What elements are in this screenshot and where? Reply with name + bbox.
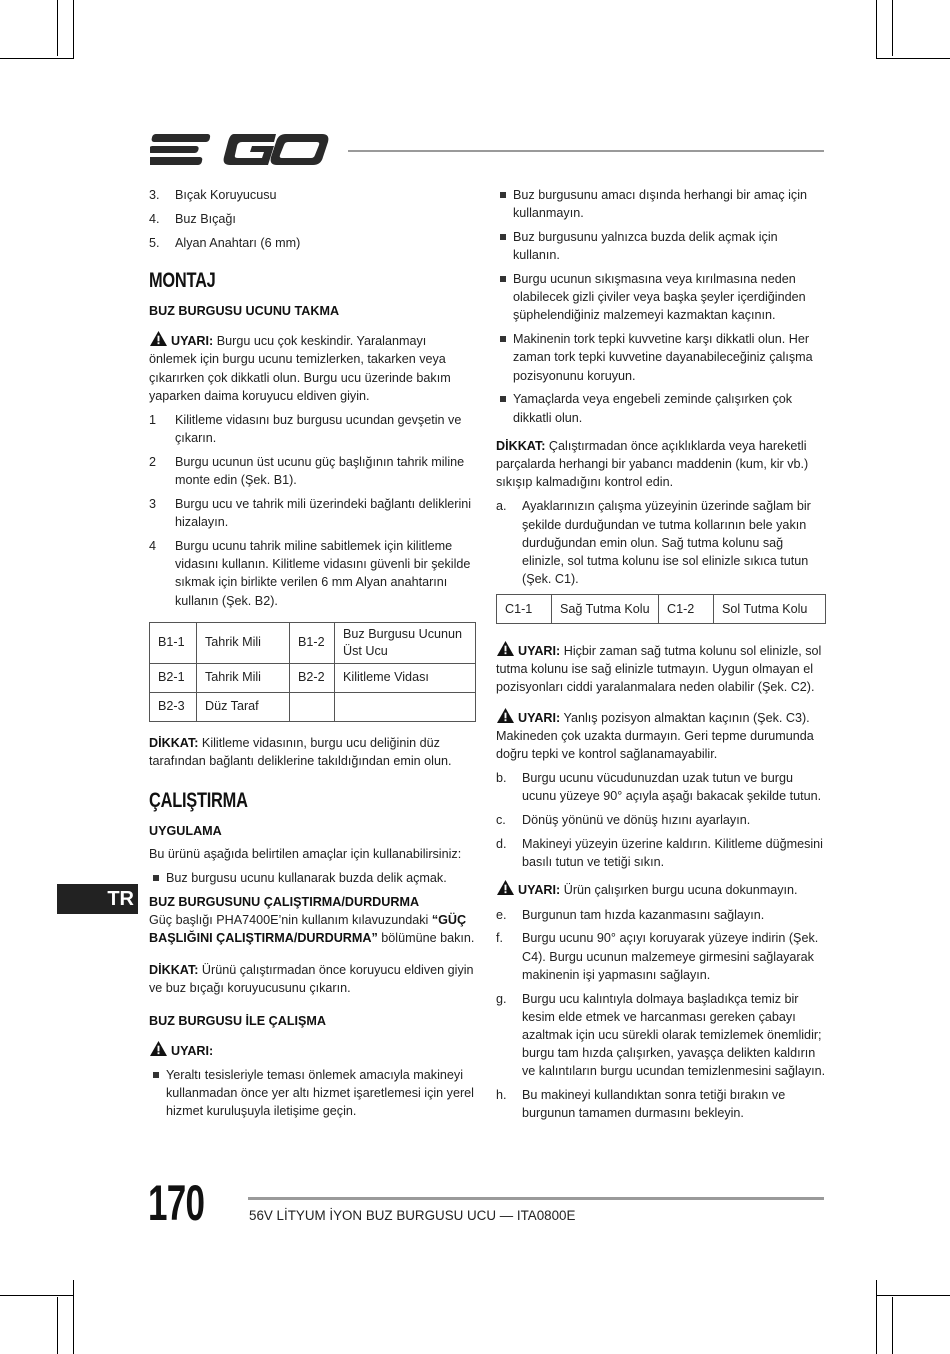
parts-table-b — [149, 622, 476, 722]
language-tab: TR — [57, 884, 138, 914]
bullet-icon — [496, 330, 513, 385]
table-row: B2-1 Tahrik Mili B2-2 Kilitleme Vidası — [150, 663, 476, 692]
list-item: c. Dönüş yönünü ve dönüş hızını ayarlayın. — [496, 813, 751, 828]
section-title-montaj: MONTAJ — [149, 268, 216, 292]
warning-icon — [149, 330, 168, 347]
warning-icon — [496, 707, 515, 724]
table-row: B1-1 Tahrik Mili B1-2 Buz Burgusu Ucunun Üst Ucu — [150, 622, 476, 663]
list-item: Yamaçlarda veya engebeli zeminde çalışırken çok dikkatli olun. — [496, 390, 826, 426]
bullet-icon — [496, 228, 513, 264]
bullet-list — [496, 186, 826, 427]
subheading-working: BUZ BURGUSU İLE ÇALIŞMA — [149, 1013, 327, 1028]
warning-paragraph: UYARI: Burgu ucu çok keskindir. Yaralanmayı önlemek için burgu ucunu temizlerken, takarken veya çıkarırken çok dikkatli olun. Burgu ucu üzerinde bakım yaparken daima koruyucu eldiven giyin. — [149, 330, 476, 405]
list-item: Buz burgusunu yalnızca buzda delik açmak için kullanın. — [496, 228, 826, 264]
startstop-text: Güç başlığı PHA7400E’nin kullanım kılavuzundaki “GÜÇ BAŞLIĞINI ÇALIŞTIRMA/DURDURMA” bölümüne bakın. — [149, 912, 475, 946]
parts-list — [149, 186, 476, 252]
list-item: f. Burgu ucunu 90° açıyı koruyarak yüzeye indirin (Şek. C4). Burgu ucunun malzemeye girmesini sağlayarak makinenin işi yapmasını sağlayın. — [496, 931, 819, 982]
right-column — [496, 186, 826, 1128]
list-item: h. Bu makineyi kullandıktan sonra tetiği bırakın ve burgunun tamamen durmasını bekleyin. — [496, 1088, 786, 1121]
warning-icon — [496, 640, 515, 657]
uygulama-text: Bu ürünü aşağıda belirtilen amaçlar için kullanabilirsiniz: — [149, 846, 462, 861]
list-item: b. Burgu ucunu vücudunuzdan uzak tutun ve burgu ucunu yüzeye 90° açıyla aşağı bakacak şekilde tutun. — [496, 771, 822, 804]
list-item: d. Makineyi yüzeyin üzerine kaldırın. Kilitleme düğmesini basılı tutun ve tetiği sıkın. — [496, 837, 823, 870]
section-title-calistirma: ÇALIŞTIRMA — [149, 789, 248, 813]
list-item: a. Ayaklarınızın çalışma yüzeyinin üzerinde sağlam bir şekilde durduğundan ve tutma kollarının bele yakın durduğundan emin olun. Sağ tutma kolunu sağ elinizle, sol tutma kolunu ise sol elinizle sıkıca tutun (Şek. C1). — [496, 499, 811, 587]
list-item: Buz burgusu ucunu kullanarak buzda delik açmak. — [149, 869, 476, 887]
list-item: Buz burgusunu amacı dışında herhangi bir amaç için kullanmayın. — [496, 186, 826, 222]
list-item: 4. Buz Bıçağı — [149, 211, 236, 226]
list-item: g. Burgu ucu kalıntıyla dolmaya başladıkça temiz bir kesim elde etmek ve harcanması gereken çabayı azaltmak için ucu sürekli olarak temizlemek önemlidir; burgu tam hızda çalışırken, yavaşça delikten kaldırın ve kalıntıların burgu ucundan temizlenmesini sağlayın. — [496, 991, 826, 1079]
list-item: 3. Bıçak Koruyucusu — [149, 188, 277, 202]
parts-table-c — [496, 594, 826, 624]
list-item: 2 Burgu ucunun üst ucunu güç başlığının tahrik miline monte edin (Şek. B1). — [149, 455, 465, 488]
steps-list — [149, 411, 476, 610]
table-row: B2-3 Düz Taraf — [150, 692, 476, 721]
footer-rule — [248, 1197, 824, 1200]
warning-paragraph: UYARI: Ürün çalışırken burgu ucuna dokunmayın. — [496, 879, 826, 899]
list-item: Burgu ucunun sıkışmasına veya kırılmasına neden olabilecek gizli çiviler veya başka şeyler içerdiğinden şüphelendiğiniz malzemeyi kazmaktan kaçının. — [496, 270, 826, 325]
warning-paragraph: UYARI: — [149, 1040, 476, 1060]
caution-paragraph: DİKKAT: Ürünü çalıştırmadan önce koruyucu eldiven giyin ve buz bıçağı koruyucusunu çıkarın. — [149, 963, 474, 996]
caution-paragraph: DİKKAT: Çalıştırmadan önce açıklıklarda veya hareketli parçalarda herhangi bir yabancı maddenin (kum, kir vb.) sıkışıp kalmadığını kontrol edin. — [496, 438, 809, 490]
list-item: 5. Alyan Anahtarı (6 mm) — [149, 235, 301, 250]
table-row: C1-1 Sağ Tutma Kolu C1-2 Sol Tutma Kolu — [497, 595, 826, 624]
bullet-icon — [149, 1066, 166, 1121]
list-item: 4 Burgu ucunu tahrik miline sabitlemek için kilitleme vidasını kullanın. Kilitleme vidasını güvenli bir şekilde sıkmak için birlikte verilen 6 mm Alyan anahtarını kullanın (Şek. B2). — [149, 539, 471, 608]
list-item: 3 Burgu ucu ve tahrik mili üzerindeki bağlantı deliklerini hizalayın. — [149, 497, 472, 530]
steps-list — [496, 906, 826, 1123]
page-number: 170 — [148, 1175, 205, 1231]
bullet-icon — [496, 390, 513, 426]
list-item: 1 Kilitleme vidasını buz burgusu ucundan gevşetin ve çıkarın. — [149, 413, 462, 446]
steps-list — [496, 769, 826, 871]
bullet-icon — [496, 270, 513, 325]
bullet-icon — [149, 869, 166, 887]
list-item: Makinenin tork tepki kuvvetine karşı dikkatli olun. Her zaman tork tepki kuvvetine dayanabileceğiniz çalışma pozisyonunu koruyun. — [496, 330, 826, 385]
list-item: e. Burgunun tam hızda kazanmasını sağlayın. — [496, 907, 765, 922]
warning-paragraph: UYARI: Hiçbir zaman sağ tutma kolunu sol elinizle, sol tutma kolunu ise sağ elinizle tutmayın. Uygun olmayan el pozisyonları ciddi yaralanmalara neden olabilir (Şek. C2). — [496, 640, 826, 697]
warning-paragraph: UYARI: Yanlış pozisyon almaktan kaçının (Şek. C3). Makineden çok uzakta durmayın. Geri tepme durumunda doğru tepki ve kontrol sağlanamayabilir. — [496, 707, 826, 764]
footer-title: 56V LİTYUM İYON BUZ BURGUSU UCU — ITA0800E — [249, 1208, 576, 1223]
left-column — [149, 186, 476, 1126]
warning-icon — [149, 1040, 168, 1057]
subheading-uygulama: UYGULAMA — [149, 824, 222, 839]
subheading-takma: BUZ BURGUSU UCUNU TAKMA — [149, 304, 340, 318]
caution-paragraph: DİKKAT: Kilitleme vidasının, burgu ucu deliğinin düz tarafından bağlantı deliklerine takıldığından emin olun. — [149, 735, 452, 769]
ego-logo — [150, 128, 330, 172]
subheading-startstop: BUZ BURGUSUNU ÇALIŞTIRMA/DURDURMA — [149, 894, 420, 909]
warning-icon — [496, 879, 515, 896]
bullet-icon — [496, 186, 513, 222]
list-item: Yeraltı tesisleriyle teması önlemek amacıyla makineyi kullanmadan önce yer altı hizmet işaretlemesi için yerel hizmet kuruluşuyla iletişime geçin. — [149, 1066, 476, 1121]
header-rule — [348, 150, 824, 152]
